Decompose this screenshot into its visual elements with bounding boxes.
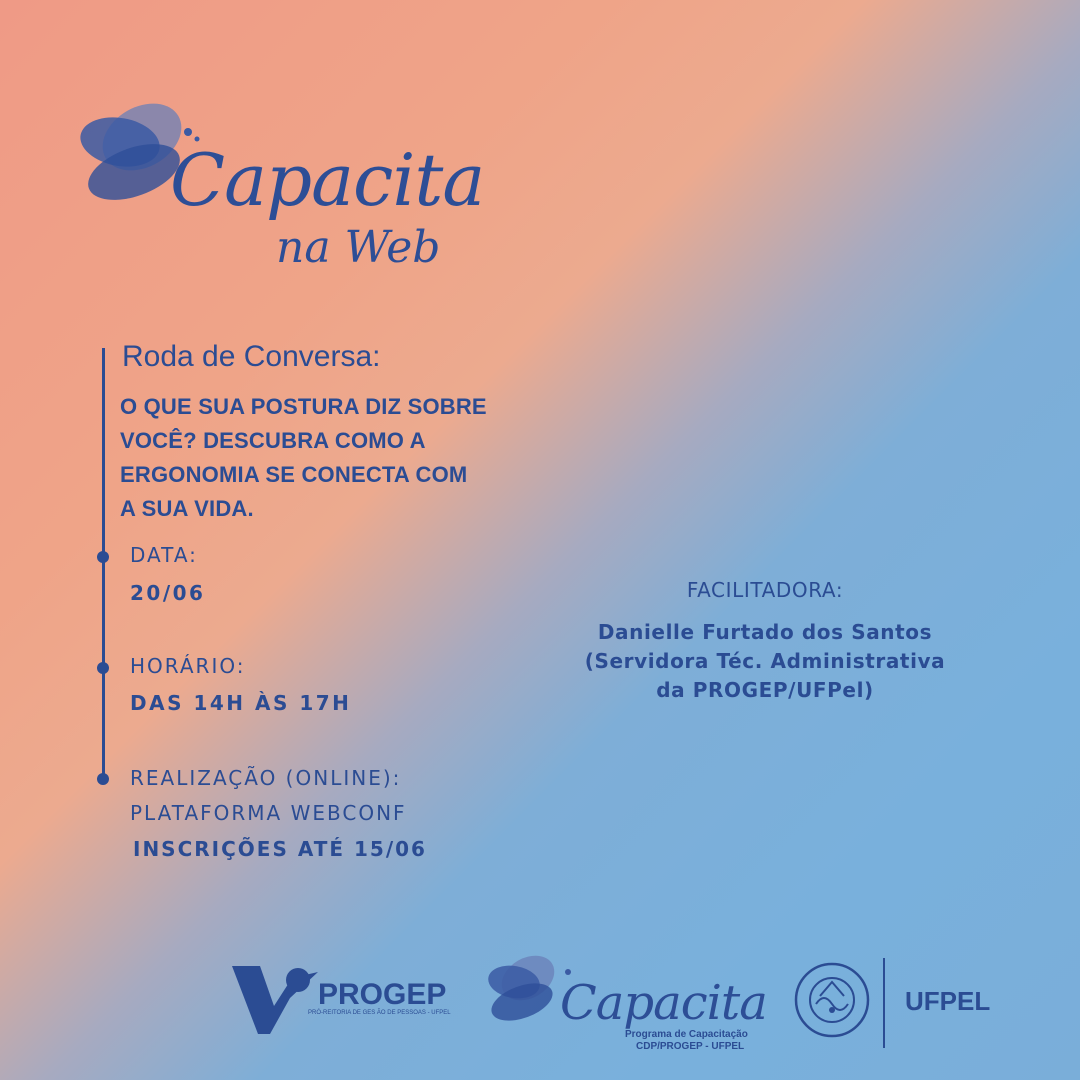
capacita-footer-subtitle: Programa de Capacitação: [625, 1029, 748, 1040]
date-value: 20/06: [130, 581, 206, 605]
logo-title: Capacita: [170, 138, 485, 222]
time-label: HORÁRIO:: [130, 654, 246, 678]
timeline-dot: [97, 551, 109, 563]
event-topic-line: VOCÊ? DESCUBRA COMO A: [120, 428, 426, 453]
event-topic: [120, 390, 500, 526]
event-topic-line: A SUA VIDA.: [120, 496, 254, 521]
ufpel-label: UFPEL: [905, 986, 991, 1016]
logo-subtitle: na Web: [276, 222, 441, 273]
timeline-line: [102, 348, 105, 784]
facilitator-label: FACILITADORA:: [686, 578, 844, 602]
event-topic-line: O QUE SUA POSTURA DIZ SOBRE: [120, 394, 487, 419]
venue-label: REALIZAÇÃO (ONLINE):: [130, 766, 402, 790]
progep-logo-icon: [230, 958, 320, 1038]
timeline-dot: [97, 773, 109, 785]
facilitator-info: [560, 618, 970, 705]
facilitator-role: da PROGEP/UFPel): [656, 678, 874, 702]
facilitator-name: Danielle Furtado dos Santos: [597, 620, 933, 644]
progep-subtitle: PRÓ-REITORIA DE GES ÃO DE PESSOAS - UFPEL: [308, 1010, 451, 1016]
event-type-heading: Roda de Conversa:: [122, 340, 381, 373]
time-value: DAS 14H ÀS 17H: [130, 691, 352, 715]
capacita-footer-title: Capacita: [560, 975, 767, 1031]
footer-divider: [883, 958, 885, 1048]
date-label: DATA:: [130, 543, 198, 567]
capacita-footer-subtitle: CDP/PROGEP - UFPEL: [636, 1041, 745, 1052]
ufpel-seal-icon: [794, 962, 870, 1038]
registration-deadline: INSCRIÇÕES ATÉ 15/06: [133, 837, 427, 861]
timeline-dot: [97, 662, 109, 674]
event-topic-line: ERGONOMIA SE CONECTA COM: [120, 462, 468, 487]
facilitator-role: (Servidora Téc. Administrativa: [584, 649, 946, 673]
venue-platform: PLATAFORMA WEBCONF: [130, 801, 407, 825]
progep-label: PROGEP: [318, 978, 447, 1011]
